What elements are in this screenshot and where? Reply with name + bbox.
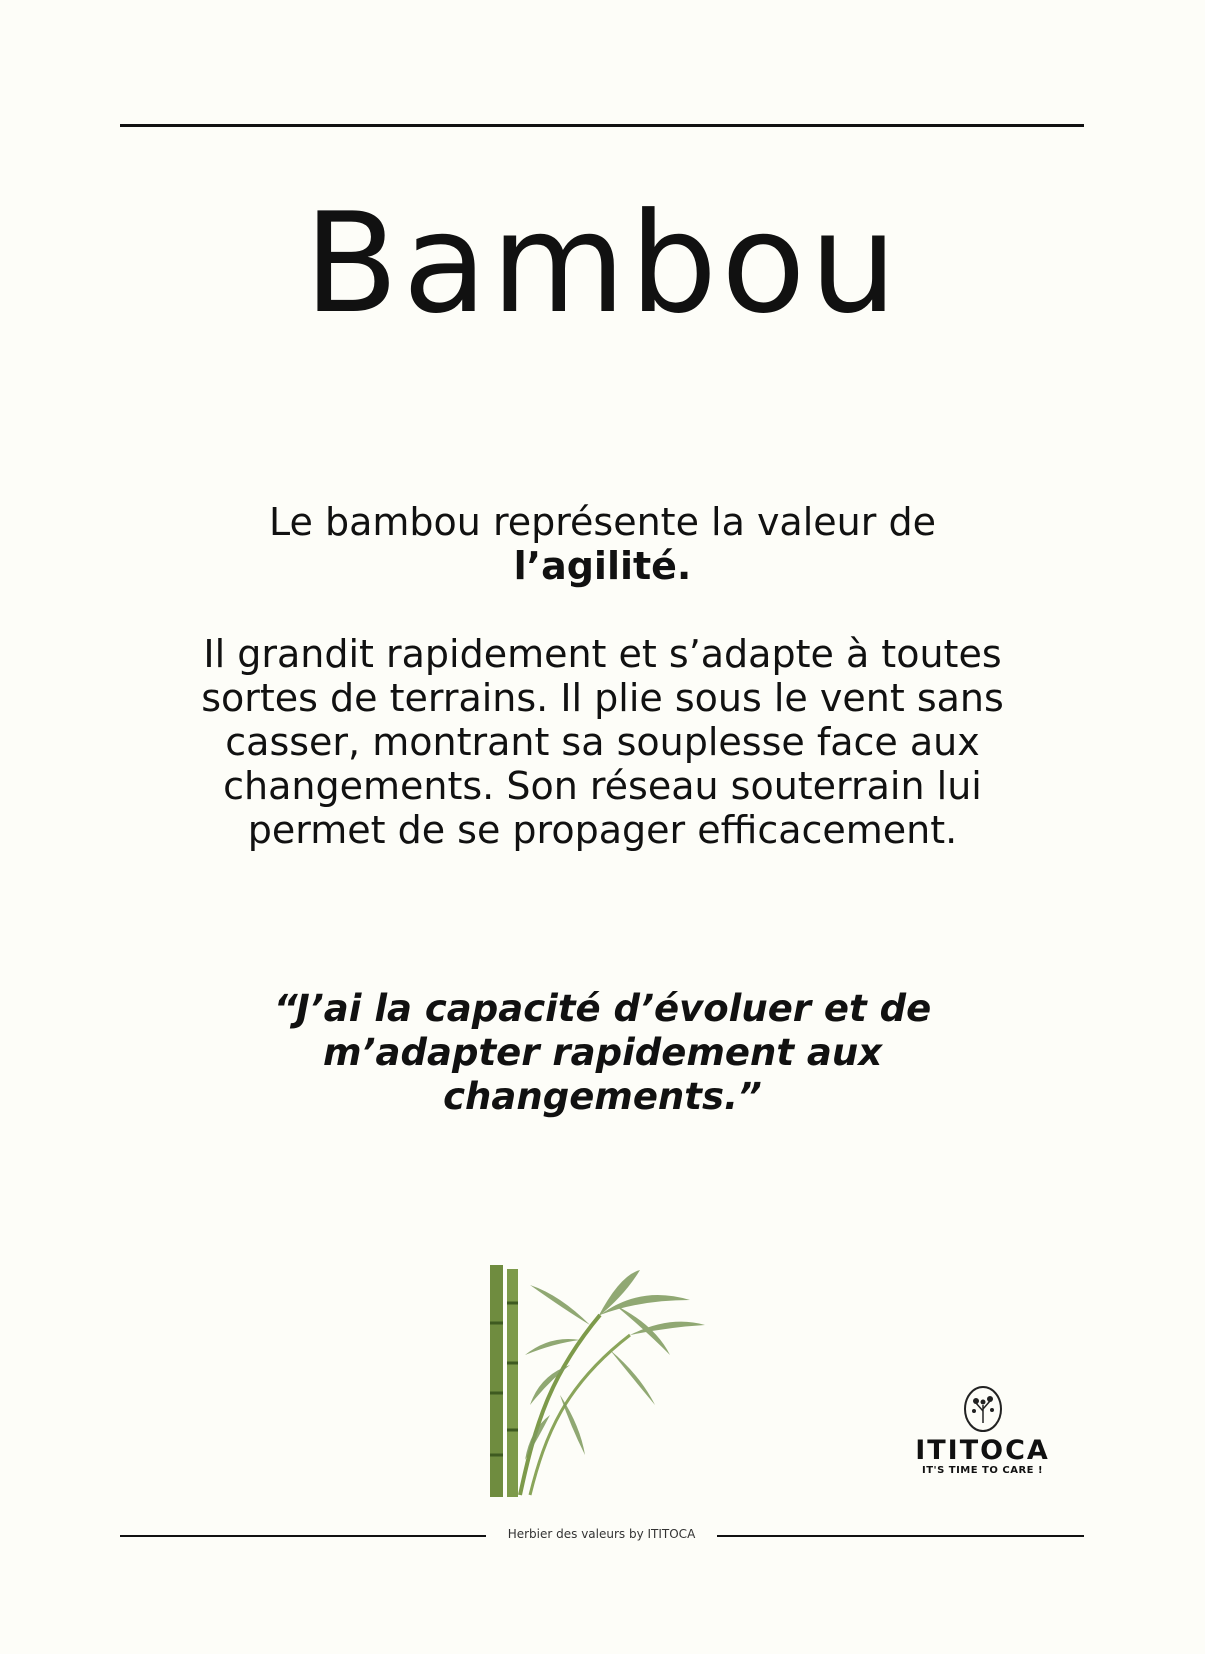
footer-text: Herbier des valeurs by ITITOCA [507,1527,696,1541]
top-divider [120,124,1084,127]
logo-brand: ITITOCA [915,1435,1050,1466]
footer-divider-right [717,1535,1084,1537]
logo-mark-icon [962,1385,1004,1433]
intro-text [140,500,1065,588]
logo-tagline: IT'S TIME TO CARE ! [921,1465,1044,1476]
value-name: l’agilité. [513,544,692,588]
quote: “J’ai la capacité d’évoluer et de m’adapter rapidement aux changements.” [273,987,932,1118]
page-title: Bambou [303,183,902,344]
ititoca-logo [915,1385,1050,1500]
footer-divider-left [120,1535,486,1537]
intro-line: Le bambou représente la valeur de [269,500,936,544]
description: Il grandit rapidement et s’adapte à toutes sortes de terrains. Il plie sous le vent sans casser, montrant sa souplesse face aux changements. Son réseau souterrain lui permet de se propager efficacement. [201,632,1004,852]
bamboo-illustration [490,1265,720,1497]
